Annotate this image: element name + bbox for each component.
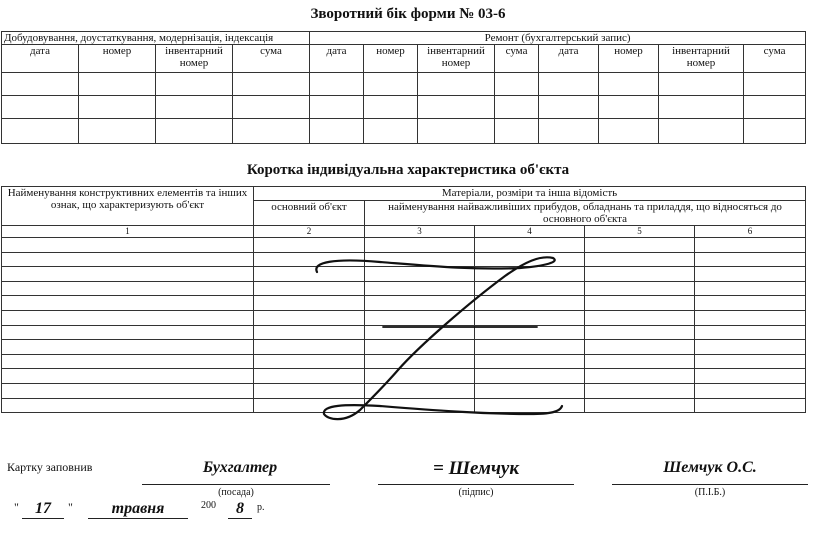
col-number: номер [79, 45, 156, 73]
position-value: Бухгалтер [202, 459, 278, 476]
col-number: номер [599, 45, 659, 73]
signature-line [378, 484, 574, 485]
col-number-label: 2 [254, 226, 365, 238]
characteristics-table [1, 186, 806, 413]
upgrades-repairs-table [1, 31, 806, 144]
col-inventory-number: інвентарний номер [659, 45, 744, 73]
col-inventory-number: інвентарний номер [418, 45, 495, 73]
section-title: Коротка індивідуальна характеристика об'єкта [246, 162, 570, 178]
filled-by-label: Картку заповнив [7, 460, 93, 474]
col-number-label: 1 [2, 226, 254, 238]
col-sum: сума [495, 45, 539, 73]
col-date: дата [539, 45, 599, 73]
col-inventory-number: інвентарний номер [156, 45, 233, 73]
table-row [2, 354, 806, 369]
position-line [142, 484, 330, 485]
table-row [2, 325, 806, 340]
col-number-label: 5 [585, 226, 695, 238]
table-row [2, 238, 806, 253]
full-name-caption: (П.І.Б.) [694, 487, 726, 498]
full-name-line [612, 484, 808, 485]
table-row [2, 252, 806, 267]
col-elements-header: Найменування конструктивних елементів та інших ознак, що характеризують об'єкт [2, 187, 254, 226]
col-sum: сума [233, 45, 310, 73]
col-date: дата [310, 45, 364, 73]
date-month: травня [111, 500, 165, 517]
signature-value: = Шемчук [433, 458, 519, 479]
col-number-label: 3 [365, 226, 475, 238]
table-row [2, 267, 806, 282]
col-number-label: 6 [695, 226, 806, 238]
date-day-line [22, 518, 64, 519]
year-digit: 8 [236, 500, 244, 517]
table-row [2, 281, 806, 296]
col-number-label: 4 [475, 226, 585, 238]
year-suffix: р. [257, 502, 265, 513]
table-row [2, 369, 806, 384]
year-digit-line [228, 518, 252, 519]
col-main-object: основний об'єкт [254, 201, 365, 226]
date-day: 17 [35, 500, 51, 517]
year-prefix: 200 [201, 500, 216, 511]
table-row [2, 310, 806, 325]
materials-group-header: Матеріали, розміри та інша відомість [254, 187, 806, 201]
col-attachments: найменування найважливіших прибудов, обладнань та приладдя, що відносяться до основного об'єкта [365, 201, 806, 226]
form-title: Зворотний бік форми № 03-6 [310, 6, 506, 22]
table-row [2, 383, 806, 398]
quote-open: " [14, 500, 19, 514]
date-month-line [88, 518, 188, 519]
table-row [2, 398, 806, 413]
repair-group-header: Ремонт (бухгалтерський запис) [310, 32, 806, 45]
col-date: дата [2, 45, 79, 73]
table-row [2, 73, 806, 96]
upgrades-group-header: Добудовування, доустаткування, модернізація, індексація [2, 32, 310, 45]
position-caption: (посада) [218, 487, 254, 498]
quote-close: " [68, 500, 73, 514]
table-row [2, 296, 806, 311]
col-number: номер [364, 45, 418, 73]
full-name-value: Шемчук О.С. [663, 459, 757, 476]
table-row [2, 119, 806, 144]
table-row [2, 340, 806, 355]
signature-caption: (підпис) [458, 487, 494, 498]
table-row [2, 96, 806, 119]
col-sum: сума [744, 45, 806, 73]
